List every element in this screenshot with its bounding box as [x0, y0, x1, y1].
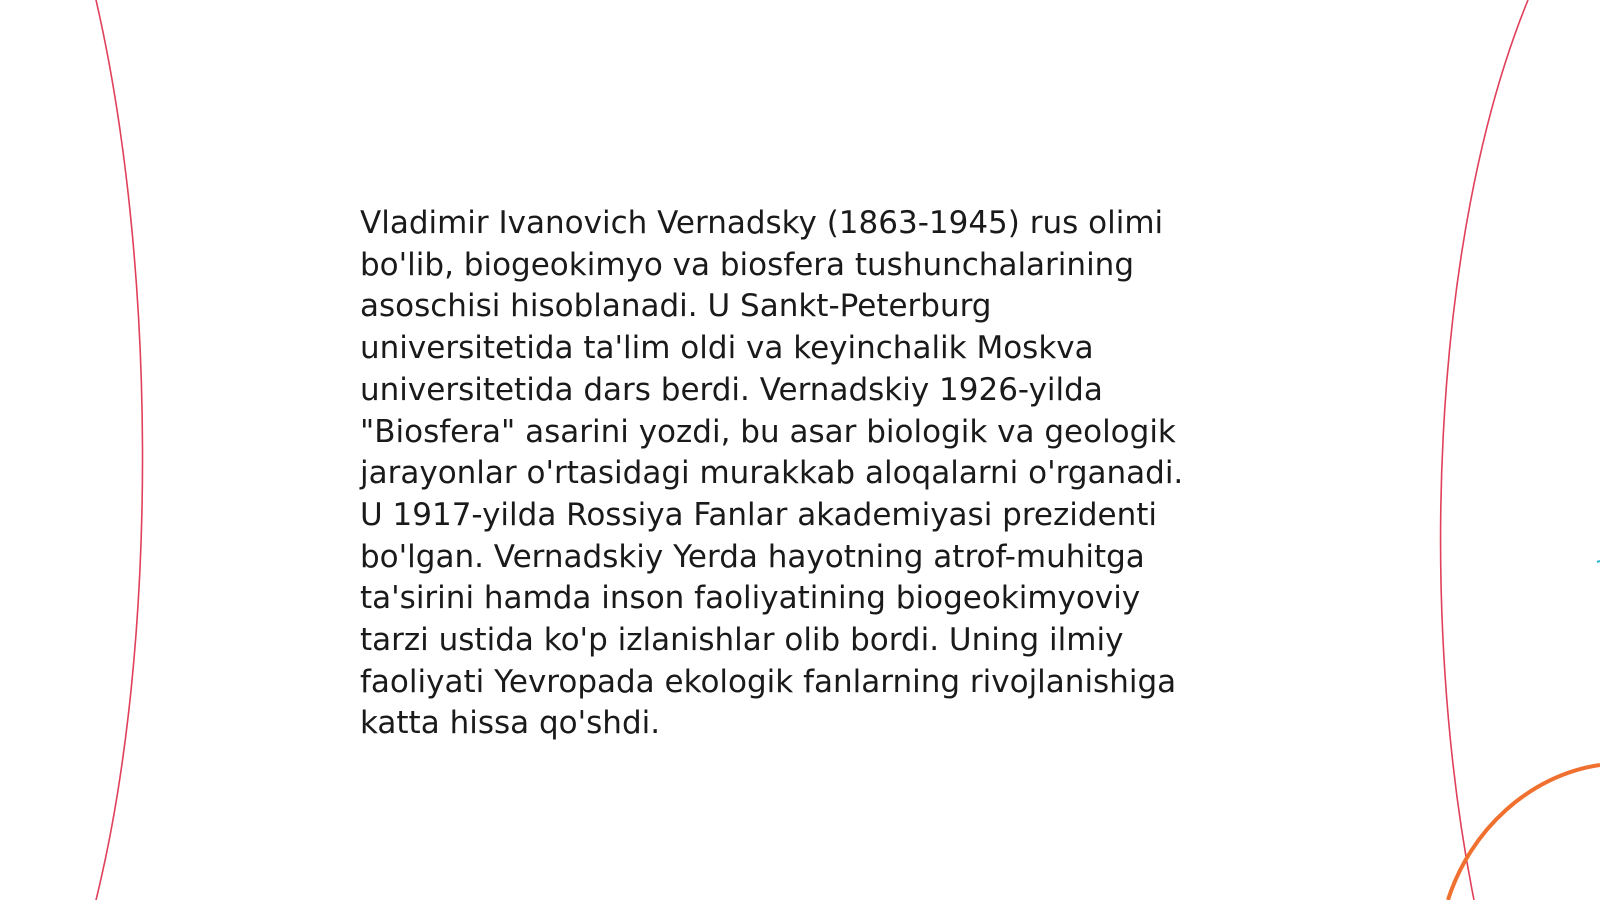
paragraph-line: "Biosfera" asarini yozdi, bu asar biologik va geologik: [360, 413, 1176, 450]
paragraph-line: universitetida ta'lim oldi va keyinchalik Moskva: [360, 330, 1094, 367]
paragraph-line: bo'lib, biogeokimyo va biosfera tushunchalarining: [360, 246, 1135, 283]
paragraph-line: tarzi ustida ko'p izlanishlar olib bordi. Uning ilmiy: [360, 622, 1124, 659]
paragraph-line: U 1917-yilda Rossiya Fanlar akademiyasi prezidenti: [360, 496, 1158, 533]
paragraph-line: katta hissa qo'shdi.: [360, 705, 661, 742]
body-paragraph: [360, 203, 1240, 745]
paragraph-line: jarayonlar o'rtasidagi murakkab aloqalarni o'rganadi.: [360, 455, 1184, 492]
right-curve-line: [1441, 0, 1528, 900]
paragraph-line: Vladimir Ivanovich Vernadsky (1863-1945) rus olimi: [360, 205, 1164, 241]
paragraph-line: universitetida dars berdi. Vernadskiy 1926-yilda: [360, 371, 1103, 408]
paragraph-line: faoliyati Yevropada ekologik fanlarning rivojlanishiga: [360, 663, 1177, 700]
left-curve-line: [96, 0, 143, 900]
paragraph-line: ta'sirini hamda inson faoliyatining biogeokimyoviy: [360, 580, 1141, 617]
paragraph-line: bo'lgan. Vernadskiy Yerda hayotning atrof-muhitga: [360, 538, 1145, 575]
paragraph-line: asoschisi hisoblanadi. U Sankt-Peterburg: [360, 288, 992, 325]
